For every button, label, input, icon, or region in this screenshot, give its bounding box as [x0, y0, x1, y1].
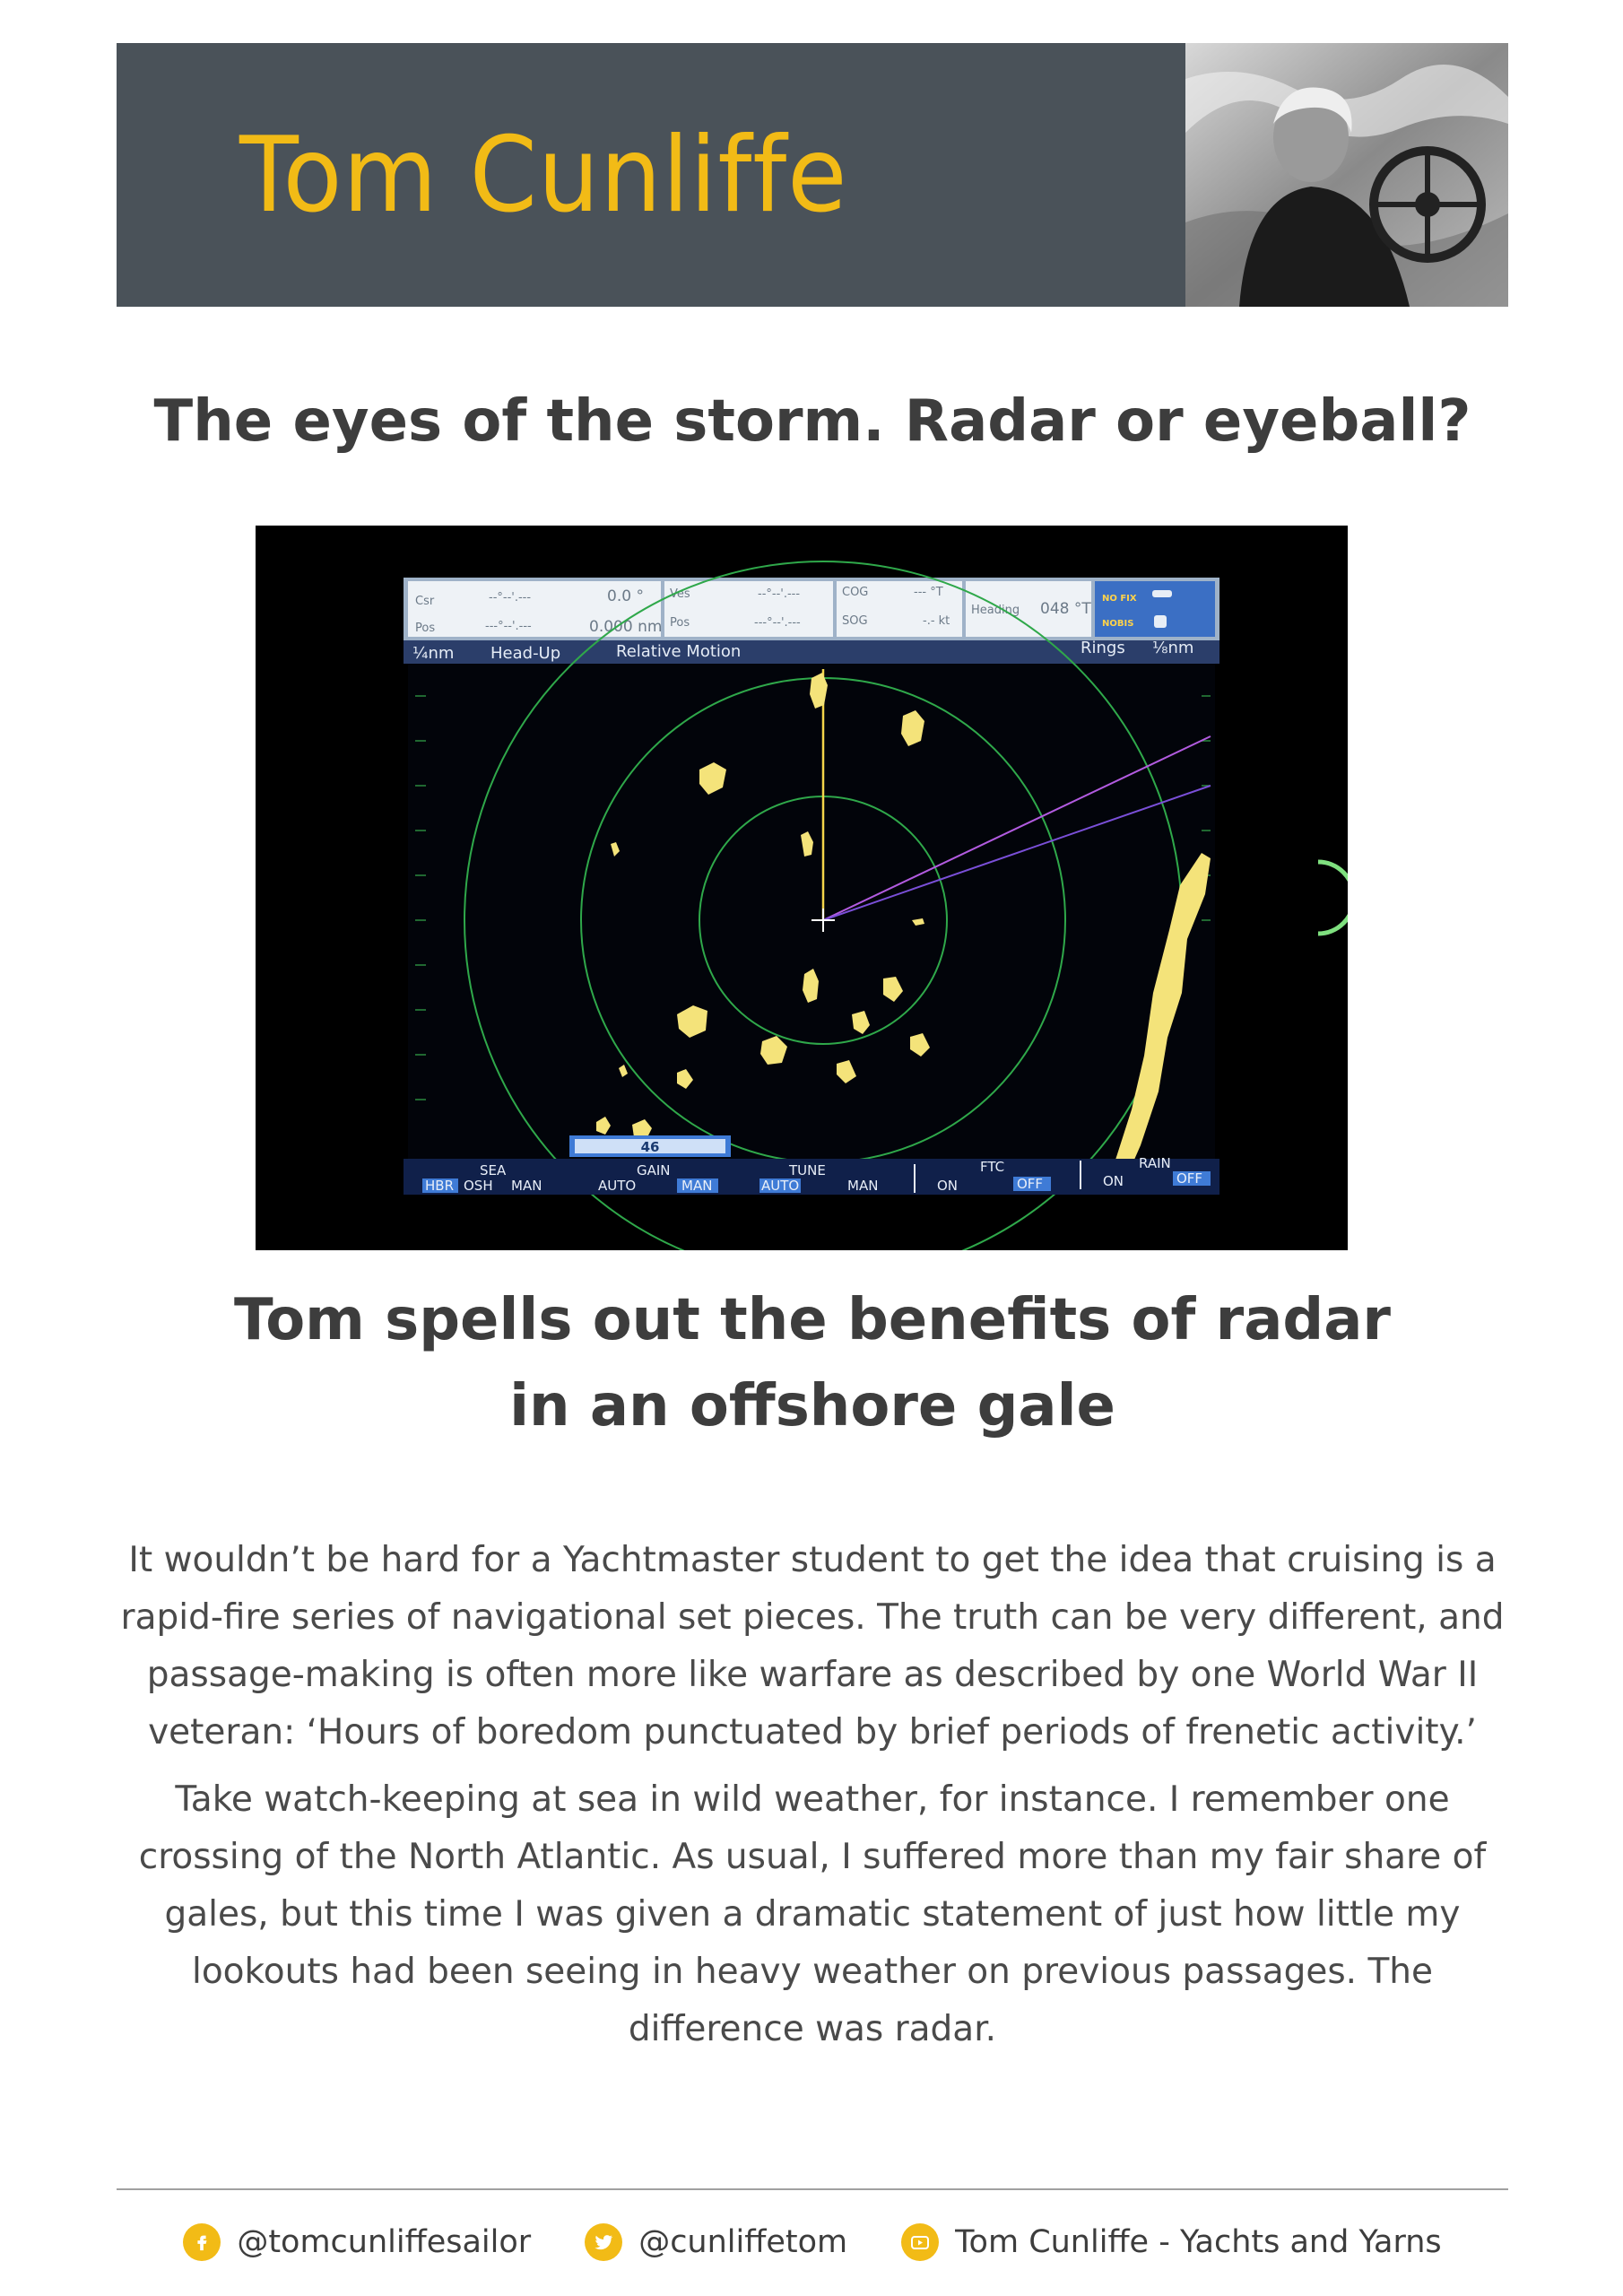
motion-mode: Relative Motion	[616, 642, 742, 661]
tune-label: TUNE	[789, 1162, 826, 1178]
ftc-label: FTC	[980, 1159, 1005, 1175]
paragraph-2: Take watch-keeping at sea in wild weather, for instance. I remember one crossing of the North Atlantic. As usual, I suffered more than my fair share of gales, but this time I was given a dramatic statement of just how little my lookouts had been seeing in heavy weather on previous passages. The difference was radar.	[138, 1779, 1487, 2049]
subheadline-line-2: in an offshore gale	[509, 1373, 1115, 1439]
ftc-off-option[interactable]: OFF	[1017, 1176, 1044, 1192]
paragraph-1: It wouldn’t be hard for a Yachtmaster student to get the idea that cruising is a rapid-fire series of navigational set pieces. The truth can be very different, and passage-making is often more like warfare as described by one World War II veteran: ‘Hours of boredom punctuated by brief periods of frenetic activity.’	[120, 1540, 1505, 1752]
author-portrait	[1185, 43, 1508, 307]
sea-label: SEA	[480, 1162, 507, 1178]
orientation-mode: Head-Up	[490, 644, 561, 663]
rain-off-option[interactable]: OFF	[1176, 1170, 1203, 1187]
ftc-on-option[interactable]: ON	[937, 1178, 959, 1194]
gain-man-option[interactable]: MAN	[681, 1178, 713, 1194]
subheadline-line-1: Tom spells out the benefits of radar	[234, 1287, 1391, 1353]
pos2-value: ---°--'.---	[754, 616, 801, 630]
no-fix-indicator: NO FIX	[1102, 594, 1137, 604]
nobis-indicator: NOBIS	[1102, 619, 1134, 629]
footer-divider	[117, 2188, 1508, 2190]
cog-label: COG	[842, 586, 869, 599]
rain-on-option[interactable]: ON	[1103, 1173, 1124, 1189]
rain-label: RAIN	[1139, 1155, 1171, 1171]
gain-auto-option[interactable]: AUTO	[598, 1178, 637, 1194]
youtube-channel: Tom Cunliffe - Yachts and Yarns	[955, 2224, 1442, 2260]
pos2-label: Pos	[670, 616, 690, 630]
sog-label: SOG	[842, 614, 868, 628]
facebook-link[interactable]	[183, 2223, 531, 2261]
header-banner	[117, 43, 1508, 307]
rings-value: ⅛nm	[1152, 639, 1194, 657]
sea-man-option[interactable]: MAN	[511, 1178, 542, 1194]
heading-value: 048 °T	[1040, 600, 1091, 618]
sea-osh-option[interactable]: OSH	[464, 1178, 493, 1194]
gain-value: 46	[640, 1139, 660, 1155]
pos-label: Pos	[415, 622, 436, 635]
pos-value: ---°--'.---	[485, 620, 532, 633]
gain-label: GAIN	[637, 1162, 671, 1178]
radar-screen-photo	[256, 526, 1348, 1250]
pos-distance: 0.000 nm	[589, 618, 663, 636]
twitter-icon	[585, 2223, 622, 2261]
range-readout: ¼nm	[412, 644, 455, 663]
rings-label: Rings	[1081, 639, 1125, 657]
article-headline: The eyes of the storm. Radar or eyeball?	[153, 388, 1471, 455]
tune-auto-option[interactable]: AUTO	[761, 1178, 800, 1194]
csr-degrees: 0.0 °	[607, 587, 644, 605]
twitter-handle: @cunliffetom	[638, 2224, 848, 2260]
twitter-link[interactable]	[585, 2223, 847, 2261]
article-subheadline	[117, 1277, 1508, 1449]
social-footer	[117, 2215, 1508, 2269]
facebook-handle: @tomcunliffesailor	[237, 2224, 532, 2260]
radar-display	[256, 526, 1348, 1250]
ves-value: --°--'.---	[758, 587, 801, 601]
tune-man-option[interactable]: MAN	[847, 1178, 879, 1194]
article-body	[117, 1532, 1508, 2068]
csr-label: Csr	[415, 595, 435, 608]
youtube-icon	[901, 2223, 939, 2261]
site-title: Tom Cunliffe	[239, 115, 848, 236]
ves-label: Ves	[670, 587, 690, 601]
facebook-icon	[183, 2223, 221, 2261]
youtube-link[interactable]	[901, 2223, 1442, 2261]
sog-value: -.- kt	[923, 614, 950, 628]
heading-label: Heading	[971, 604, 1020, 617]
csr-value: --°--'.---	[489, 591, 532, 604]
cog-value: --- °T	[914, 586, 943, 599]
sea-hbr-option[interactable]: HBR	[425, 1178, 454, 1194]
